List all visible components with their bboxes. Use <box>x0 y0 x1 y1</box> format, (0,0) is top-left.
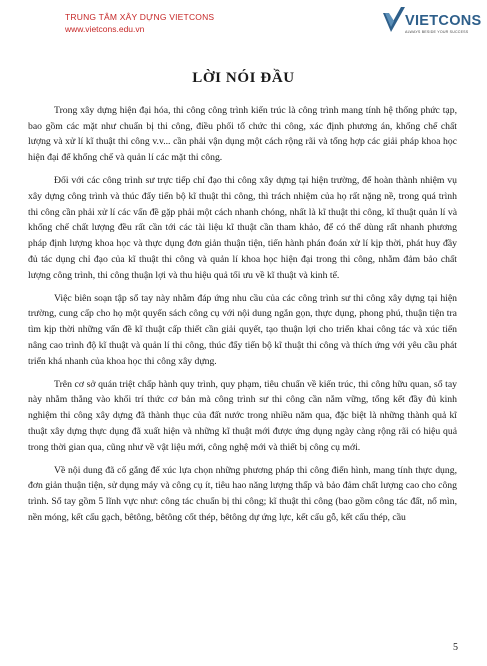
logo-wordmark: VIETCONS <box>405 13 482 29</box>
paragraph: Đối với các công trình sư trực tiếp chỉ đạo thi công xây dựng tại hiện trường, để hoàn thành nhiệm vụ xây dựng công trình và thúc đẩy tiến bộ kĩ thuật thi công, thì trách nhiệm của họ rất nặng nề, trong quá trình thi công cần phải xử lí các vấn đề gặp phải một cách nhanh chóng, nhất là kĩ thuật thi công, kĩ thuật quản lí và khống chế chất lượng đều rất cần tới các tài liệu kĩ thuật cần tham khảo, để có thể dùng rất nhanh phương pháp định lượng khoa học và thực dụng đơn giản thuận tiện, tiến hành phán đoán xử lí kịp thời, phát huy đầy đủ tác dụng chỉ đạo của kĩ thuật thi công và quản lí khoa học hiện đại trong thi công, nhằm đảm bảo chất lượng công trình, thi công thuận lợi và thu hiệu quả tối ưu về kĩ thuật và kinh tế. <box>28 175 457 281</box>
page-number: 5 <box>453 642 458 653</box>
document-body <box>28 103 457 533</box>
page-title: LỜI NÓI ĐẦU <box>192 70 295 86</box>
paragraph: Trên cơ sở quán triệt chấp hành quy trình, quy phạm, tiêu chuẩn về kiến trúc, thi công hữu quan, sổ tay này nhằm thẳng vào khối trí thức cơ bản mà công trình sư thi công cần nắm vững, tổng kết đầy đủ kinh nghiệm thi công xây dựng đã thành thục của đất nước trong nhiều năm qua, đặc biệt là những thành quả kĩ thuật xây dựng thực dụng đã xuất hiện và những kĩ thuật mới được ứng dụng ngày càng rộng rãi có hiệu quả trong thời gian qua, cũng như về vật liệu mới, công nghệ mới và thiết bị công cụ mới. <box>28 378 457 453</box>
paragraph: Trong xây dựng hiện đại hóa, thi công công trình kiến trúc là công trình mang tính hệ thống phức tạp, bao gồm các mặt như chuẩn bị thi công, điều phối tổ chức thi công, xác định phương án, khống chế chất lượng và xử lí kĩ thuật thi công v.v... cần phải vận dụng một cách rộng rãi và tổng hợp các giải pháp khoa học hiện đại để khống chế và quản lí các mặt thi công. <box>28 105 457 164</box>
header-org-name: TRUNG TÂM XÂY DỰNG VIETCONS <box>65 12 215 22</box>
paragraph: Về nội dung đã cố gắng để xúc lựa chọn những phương pháp thi công điển hình, mang tính thực dụng, đơn giản thuận tiện, sử dụng máy và công cụ ít, tiêu hao năng lượng thấp và bảo đảm chất lượng cao cho công trình. Sổ tay gồm 5 lĩnh vực như: công tác chuẩn bị thi công; kĩ thuật thi công (bao gồm công tác đất, nổ mìn, nền móng, kết cấu gạch, bêtông, bêtông cốt thép, bêtông dự ứng lực, kết cấu gỗ, kết cấu thép, cầu <box>28 464 457 523</box>
paragraph: Việc biên soạn tập sổ tay này nhằm đáp ứng nhu cầu của các công trình sư thi công xây dựng tại hiện trường, cung cấp cho họ một quyển sách công cụ với nội dung ngắn gọn, thực dụng, phong phú, thuận tiện tra tìm kịp thời những vấn đề kĩ thuật cấp thiết cần giải quyết, tạo thuận lợi cho triển khai công tác và xúc tiến nâng cao trình độ kĩ thuật và quản lí thi công, thúc đẩy tiến bộ kĩ thuật thi công và thích ứng với yêu cầu phát triển khá nhanh của khoa học thi công xây dựng. <box>28 292 457 367</box>
checkmark-logo-icon <box>382 6 406 36</box>
header-website-link[interactable]: www.vietcons.edu.vn <box>65 24 145 34</box>
logo-slogan: ALWAYS BESIDE YOUR SUCCESS <box>405 30 469 34</box>
vietcons-logo <box>382 6 482 42</box>
